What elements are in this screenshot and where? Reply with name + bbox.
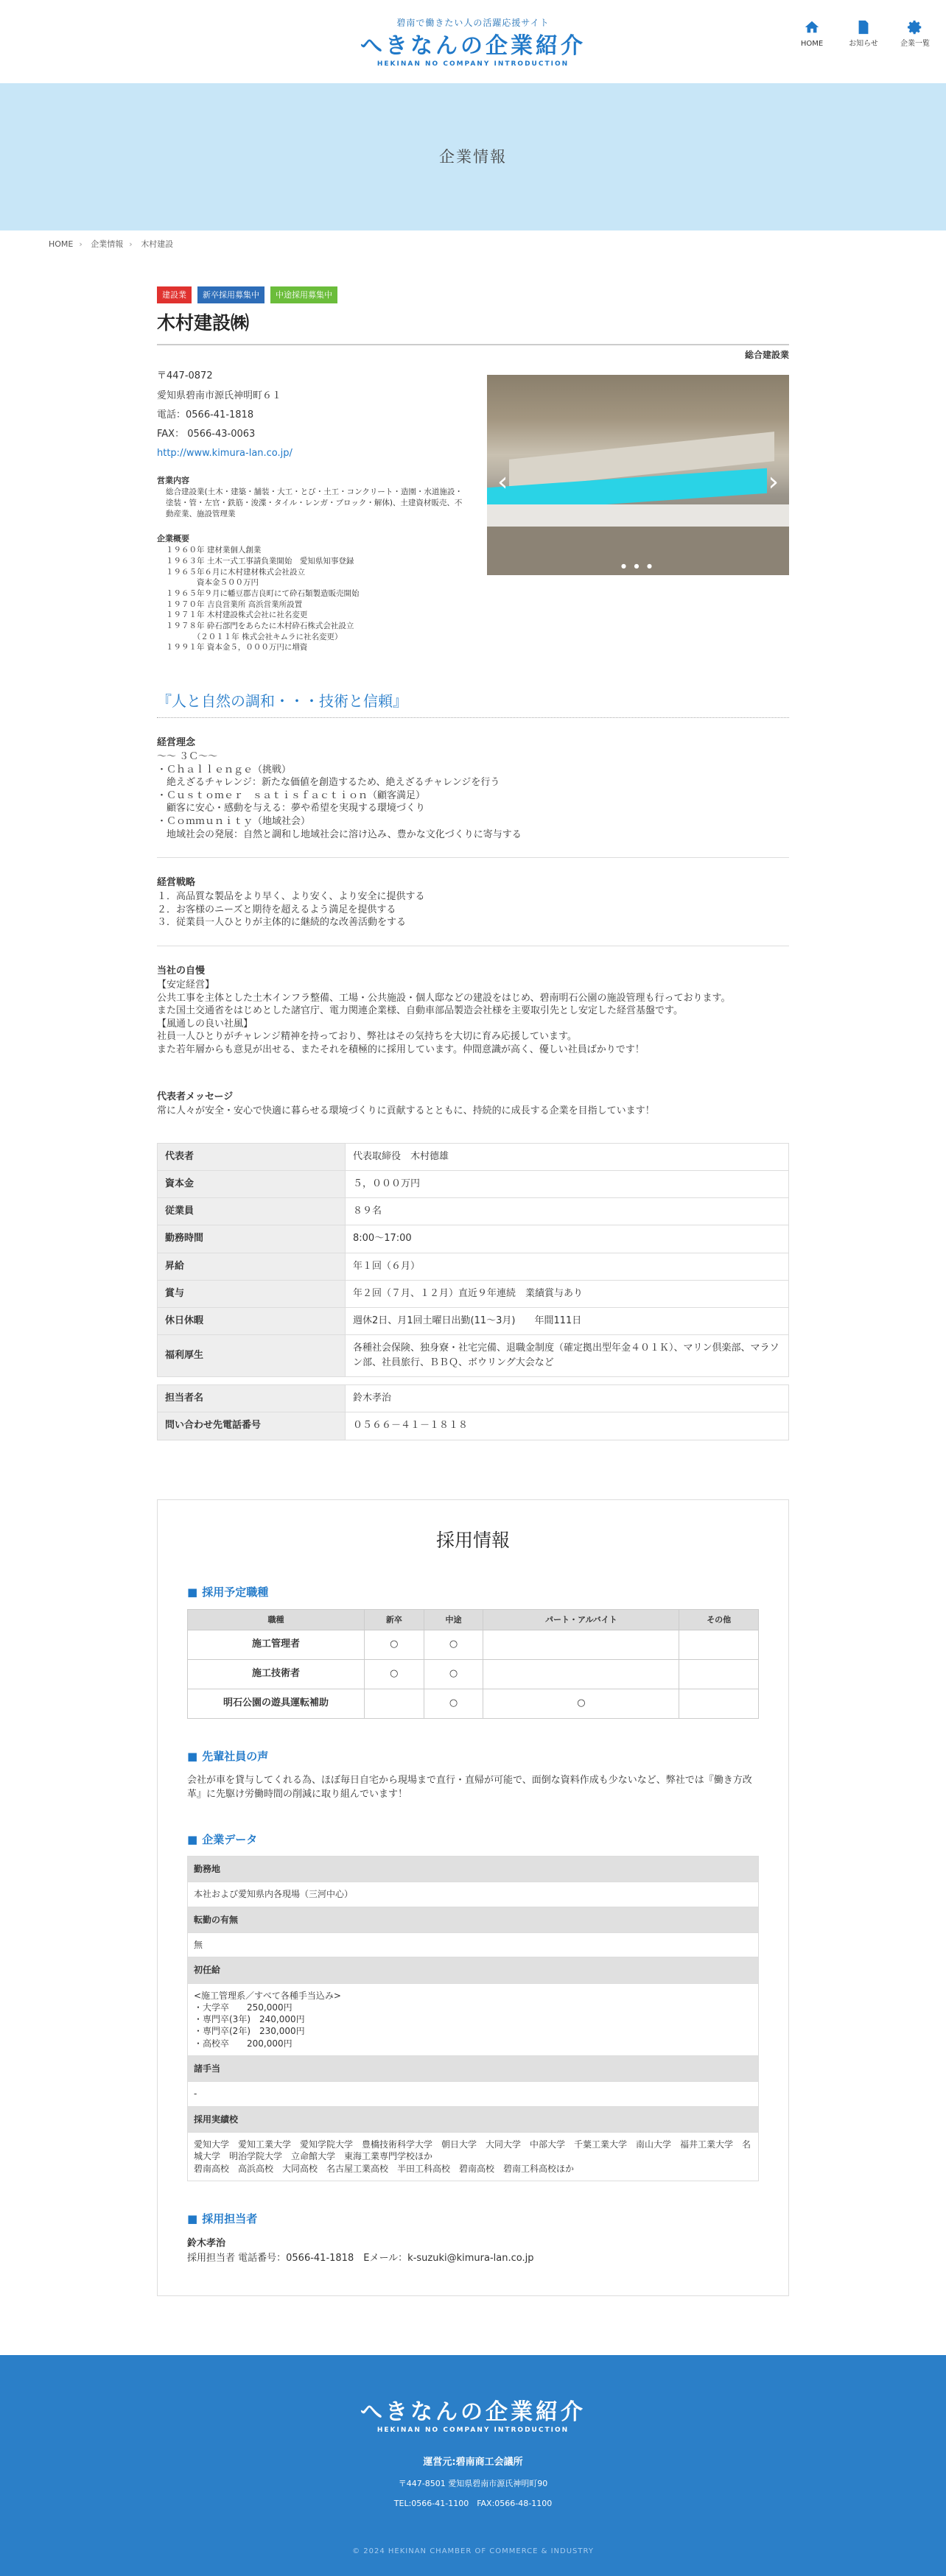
company-slogan: 『人と自然の調和・・・技術と信頼』 <box>157 690 789 718</box>
table-row <box>158 1412 789 1440</box>
recruitment-title: 採用情報 <box>435 1529 510 1551</box>
top-nav <box>794 19 933 50</box>
category-tags <box>157 286 789 303</box>
job-cell <box>679 1689 759 1718</box>
detail-value: 8:00〜17:00 <box>346 1225 789 1253</box>
company-info <box>157 369 789 653</box>
main-content <box>157 286 789 2296</box>
table-header-row <box>188 1609 759 1630</box>
recruiter-contact <box>187 2237 759 2266</box>
slider-dots[interactable]: ● ● ● <box>620 563 656 569</box>
site-header <box>0 0 946 83</box>
job-cell: ○ <box>483 1689 679 1718</box>
jobs-table <box>187 1609 759 1719</box>
data-value: 愛知大学 愛知工業大学 愛知学院大学 豊橋技術科学大学 朝日大学 大同大学 中部大学 千葉工業大学 南山大学 福井工業大学 名城大学 明治学院大学 立命館大学 東海工業専門学校ほか 碧南高校 高浜高校 大同高校 名古屋工業高校 半田工科高校 碧南高校 碧南工科高校ほか <box>188 2133 759 2181</box>
data-label: 転勤の有無 <box>188 1907 759 1933</box>
footer-address: 〒447-8501 愛知県碧南市源氏神明町90 <box>398 2479 548 2489</box>
strategy-heading: 経営戦略 <box>157 877 196 889</box>
ceo-message-section <box>157 1090 789 1134</box>
job-cell: ○ <box>424 1630 483 1659</box>
business-text: 総合建設業(土木・建築・舗装・大工・とび・土工・コンクリート・造園・水道施設・塗装・管・左官・鉄筋・浚渫・タイル・レンガ・ブロック・解体)、土建資材販売、不動産業、施設管理業 <box>166 488 463 518</box>
detail-value: 年１回（６月） <box>346 1253 789 1280</box>
job-cell <box>483 1659 679 1689</box>
strengths-text: 【安定経営】 公共工事を主体とした土木インフラ整備、工場・公共施設・個人邸などの建設をはじめ、碧南明石公園の施設管理も行っております。 また国土交通省をはじめとした諸官庁、電力関連企業様、自動車部品製造会社様を主要取引先とし安定した経営基盤です。 【風通しの良い社風】 社員一人ひとりがチャレンジ精神を持っており、弊社はその気持ちを大切に育み応援しています。 また若年層からも意見が出せる、またそれを積極的に採用しています。仲間意識が高く、優しい社員ばかりです！ <box>157 979 731 1055</box>
strategy-text: １．高品質な製品をより早く、より安く、より安全に提供する ２．お客様のニーズと期待を超えるよう満足を提供する ３．従業員一人ひとりが主体的に継続的な改善活動をする <box>157 891 425 929</box>
chevron-right-icon: › <box>79 239 83 249</box>
detail-value: ８９名 <box>346 1198 789 1225</box>
tag-mid-career: 中途採用募集中 <box>270 286 337 303</box>
company-details-table <box>157 1143 789 1440</box>
detail-value: 年２回（７月、１２月）直近９年連続 業績賞与あり <box>346 1280 789 1307</box>
column-header: 職種 <box>188 1609 365 1630</box>
tag-industry: 建設業 <box>157 286 192 303</box>
data-value: 無 <box>188 1933 759 1957</box>
detail-key: 従業員 <box>158 1198 346 1225</box>
data-label: 諸手当 <box>188 2055 759 2082</box>
nav-company-list-label: 企業一覧 <box>900 40 930 48</box>
history-text: １９６０年 建材業個人創業 １９６３年 土木一式工事請負業開始 愛知県知事登録 １９６５年６月に木村建材株式会社設立 資本金５００万円 １９６５年９月に幡豆郡吉良町にて砕石類製造販売開始 １９７０年 吉良営業所 高浜営業所設置 １９７１年 木村建設株式会社に社名変更 １９７８年 砕石部門をあらたに木村砕石株式会社設立 （２０１１年 株式会社キムラに社名変更） １９９１年 資本金５，０００万円に増資 <box>166 546 360 652</box>
detail-value: 鈴木孝治 <box>346 1385 789 1412</box>
home-icon <box>804 19 820 35</box>
philosophy-text: 〜〜 ３Ｃ〜〜 ・Ｃｈａｌｌｅｎｇｅ（挑戦） 絶えざるチャレンジ：新たな価値を創造するため、絶えざるチャレンジを行う ・Ｃｕｓｔｏｍｅｒ ｓａｔｉｓｆａｃｔｉｏｎ（顧客満足） 顧客に安心・感動を与える：夢や希望を実現する環境づくり ・Ｃｏｍｍｕｎｉｔｙ（地域社会） 地域社会の発展：自然と調和し地域社会に溶け込み、豊かな文化づくりに寄与する <box>157 751 522 840</box>
strategy-section <box>157 876 789 946</box>
company-name: 木村建設㈱ <box>157 309 789 345</box>
footer-phone: TEL:0566-41-1100 FAX:0566-48-1100 <box>393 2499 553 2509</box>
philosophy-section <box>157 736 789 858</box>
breadcrumb-current: 木村建設 <box>141 239 174 249</box>
nav-news-label: お知らせ <box>849 40 878 48</box>
detail-key: 勤務時間 <box>158 1225 346 1253</box>
copyright: © 2024 HEKINAN CHAMBER OF COMMERCE & INDUSTRY <box>352 2547 594 2555</box>
table-row <box>188 1689 759 1718</box>
voice-heading: ■ 先輩社員の声 <box>187 1748 759 1765</box>
job-cell <box>679 1630 759 1659</box>
strengths-section <box>157 964 789 1072</box>
recruiter-details: 採用担当者 電話番号：0566-41-1818 Eメール：k-suzuki@kimura-lan.co.jp <box>187 2253 534 2264</box>
data-label: 初任給 <box>188 1957 759 1984</box>
company-industry: 総合建設業 <box>744 349 789 360</box>
table-row <box>158 1225 789 1253</box>
page-hero <box>0 83 946 230</box>
detail-key: 福利厚生 <box>158 1334 346 1376</box>
detail-key: 問い合わせ先電話番号 <box>158 1412 346 1440</box>
recruiter-name: 鈴木孝治 <box>187 2238 226 2250</box>
company-photo-slider <box>487 375 789 575</box>
nav-news[interactable] <box>846 19 881 50</box>
business-heading: 営業内容 <box>157 476 189 486</box>
data-label: 勤務地 <box>188 1856 759 1882</box>
detail-key: 担当者名 <box>158 1385 346 1412</box>
job-cell: ○ <box>365 1659 424 1689</box>
history-heading: 企業概要 <box>157 534 189 544</box>
detail-key: 資本金 <box>158 1171 346 1198</box>
recruiter-heading: ■ 採用担当者 <box>187 2211 759 2228</box>
table-row <box>188 1630 759 1659</box>
footer-logo-subtext: HEKINAN NO COMPANY INTRODUCTION <box>376 2427 570 2435</box>
footer-logo-text[interactable]: へきなんの企業紹介 <box>360 2399 586 2426</box>
nav-home-label: HOME <box>800 40 824 48</box>
table-row <box>158 1280 789 1307</box>
recruitment-section <box>157 1499 789 2297</box>
website-link[interactable]: http://www.kimura-lan.co.jp/ <box>157 447 292 459</box>
company-contact-block <box>157 369 466 653</box>
column-header: パート・アルバイト <box>483 1609 679 1630</box>
detail-value: 各種社会保険、独身寮・社宅完備、退職金制度（確定拠出型年金４０１Ｋ）、マリン倶楽部、マラソン部、社員旅行、ＢＢＱ、ボウリング大会など <box>346 1334 789 1376</box>
detail-key: 代表者 <box>158 1143 346 1170</box>
job-name: 明石公園の遊具運転補助 <box>188 1689 365 1718</box>
logo-text: へきなんの企業紹介 <box>360 32 586 59</box>
data-label: 採用実績校 <box>188 2106 759 2133</box>
column-header: その他 <box>679 1609 759 1630</box>
detail-value: ０５６６－４１－１８１８ <box>346 1412 789 1440</box>
table-row <box>158 1334 789 1376</box>
philosophy-heading: 経営理念 <box>157 737 196 749</box>
tag-new-grad: 新卒採用募集中 <box>197 286 264 303</box>
detail-key: 賞与 <box>158 1280 346 1307</box>
breadcrumb-home[interactable]: HOME <box>49 239 74 249</box>
page-title: 企業情報 <box>439 147 507 166</box>
table-row <box>158 1171 789 1198</box>
job-name: 施工管理者 <box>188 1630 365 1659</box>
job-name: 施工技術者 <box>188 1659 365 1689</box>
table-row <box>158 1307 789 1334</box>
slider-prev-icon[interactable]: ‹ <box>497 467 508 498</box>
company-data-heading: ■ 企業データ <box>187 1831 759 1848</box>
address: 愛知県碧南市源氏神明町６１ <box>157 390 282 401</box>
ceo-message-heading: 代表者メッセージ <box>157 1091 234 1103</box>
job-cell <box>679 1659 759 1689</box>
nav-home[interactable] <box>794 19 830 50</box>
logo-subtext: HEKINAN NO COMPANY INTRODUCTION <box>376 60 570 68</box>
detail-value: ５，０００万円 <box>346 1171 789 1198</box>
document-icon <box>855 19 872 35</box>
job-cell <box>365 1689 424 1718</box>
detail-value: 代表取締役 木村德雄 <box>346 1143 789 1170</box>
detail-key: 休日休暇 <box>158 1307 346 1334</box>
slider-next-icon[interactable]: › <box>768 467 779 498</box>
table-row <box>158 1143 789 1170</box>
column-header: 中途 <box>424 1609 483 1630</box>
breadcrumb <box>0 230 946 260</box>
data-value: <施工管理系／すべて各種手当込み> ・大学卒 250,000円 ・専門卒(3年) 240,000円 ・専門卒(2年) 230,000円 ・高校卒 200,000円 <box>188 1983 759 2055</box>
breadcrumb-company-info[interactable]: 企業情報 <box>91 239 124 249</box>
detail-value: 週休2日、月1回土曜日出勤(11〜3月) 年間111日 <box>346 1307 789 1334</box>
job-cell: ○ <box>424 1689 483 1718</box>
strengths-heading: 当社の自慢 <box>157 965 206 976</box>
footer-organization: 運営元:碧南商工会議所 <box>423 2457 523 2468</box>
chevron-right-icon: › <box>129 239 133 249</box>
table-row <box>158 1385 789 1412</box>
column-header: 新卒 <box>365 1609 424 1630</box>
postal-code: 〒447-0872 <box>157 370 213 382</box>
jobs-heading: ■ 採用予定職種 <box>187 1584 759 1601</box>
table-row <box>158 1198 789 1225</box>
phone: 電話：0566-41-1818 <box>157 409 254 420</box>
detail-key: 昇給 <box>158 1253 346 1280</box>
company-data-table <box>187 1856 759 2181</box>
site-footer <box>0 2355 946 2576</box>
nav-company-list[interactable] <box>897 19 933 50</box>
job-cell <box>483 1630 679 1659</box>
data-value: 本社および愛知県内各現場（三河中心） <box>188 1882 759 1907</box>
gear-icon <box>907 19 923 35</box>
table-row <box>188 1659 759 1689</box>
job-cell: ○ <box>424 1659 483 1689</box>
fax: FAX： 0566-43-0063 <box>157 428 256 440</box>
logo-tagline: 碧南で働きたい人の活躍応援サイト <box>396 18 550 28</box>
table-row <box>158 1253 789 1280</box>
data-value: - <box>188 2082 759 2106</box>
job-cell: ○ <box>365 1630 424 1659</box>
ceo-message-text: 常に人々が安全・安心で快適に暮らせる環境づくりに貢献するとともに、持続的に成長する企業を目指しています！ <box>157 1105 655 1117</box>
voice-text: 会社が車を貸与してくれる為、ほぼ毎日自宅から現場まで直行・直帰が可能で、面倒な資料作成も少ないなど、弊社では『働き方改革』に先駆け労働時間の削減に取り組んでいます！ <box>187 1774 752 1800</box>
